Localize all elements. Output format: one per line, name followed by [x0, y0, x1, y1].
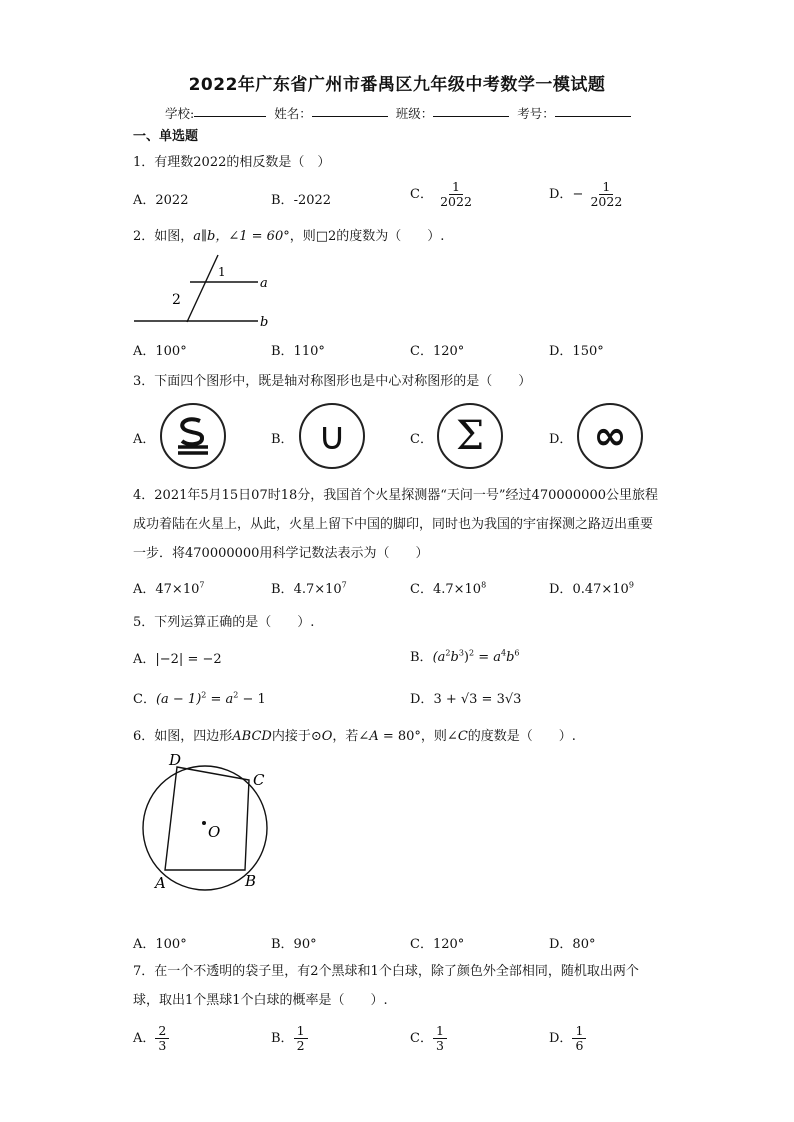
- angle-2-label: 2: [172, 292, 181, 308]
- class-field[interactable]: [433, 104, 509, 117]
- center-o-label: O: [208, 823, 221, 841]
- q2-option-b[interactable]: B．110°: [271, 344, 325, 359]
- question-4-stem: 4．2021年5月15日07时18分，我国首个火星探测器“天问一号”经过470000000公里旅程成功着陆在火星上，从此，火星上留下中国的脚印，同时也为我国的宇宙探测之路迈出重要一步．将470000000用科学记数法表示为（ ）: [133, 488, 658, 561]
- q4-option-c[interactable]: C．$4.7\times 10^8$: [410, 580, 487, 597]
- q4-option-b[interactable]: B．$4.7\times 10^7$: [271, 580, 347, 597]
- vertex-d-label: D: [169, 751, 182, 769]
- q7-option-b[interactable]: B． $\frac{1}{2}$: [271, 1024, 308, 1053]
- q3-option-c-label: C．: [410, 432, 433, 447]
- q6-option-b[interactable]: B．90°: [271, 937, 317, 952]
- question-2-stem: 2．如图，a∥b，∠1 = 60°，则□2的度数为（ ）.: [133, 229, 445, 244]
- question-7-stem: 7．在一个不透明的袋子里，有2个黑球和1个白球，除了颜色外全部相同，随机取出两个球，取出1个黑球1个白球的概率是（ ）.: [133, 964, 639, 1008]
- school-label: 学校:: [165, 106, 195, 121]
- infinity-icon: ∞: [593, 413, 627, 459]
- q7-option-a[interactable]: A． $\frac{2}{3}$: [133, 1024, 169, 1053]
- class-label: 班级：: [395, 106, 434, 121]
- vertex-a-label: A: [155, 874, 166, 892]
- q6-option-a[interactable]: A．100°: [133, 937, 187, 952]
- q7-option-c[interactable]: C． $\frac{1}{3}$: [410, 1024, 447, 1053]
- q6-option-d[interactable]: D．80°: [549, 937, 596, 952]
- stacked-s-icon: [170, 413, 216, 459]
- question-5-stem: 5．下列运算正确的是（ ）.: [133, 615, 315, 630]
- q7-option-d[interactable]: D． $\frac{1}{6}$: [549, 1024, 586, 1053]
- page-title: 2022年广东省广州市番禺区九年级中考数学一模试题: [188, 75, 606, 95]
- student-info-line: [165, 104, 631, 122]
- question-1-stem: 1．有理数2022的相反数是（ ）: [133, 155, 331, 170]
- q1-option-b[interactable]: B．-2022: [271, 193, 332, 208]
- q4-option-a[interactable]: A．$47\times 10^7$: [133, 580, 205, 597]
- question-6-stem: 6．如图，四边形ABCD内接于⊙O，若∠A = 80°，则∠C的度数是（ ）.: [133, 729, 576, 744]
- q3-option-b-label: B．: [271, 432, 294, 447]
- q3-option-c-symbol[interactable]: [437, 403, 503, 469]
- q5-option-c[interactable]: C．$(a - 1)^2 = a^2 - 1$: [133, 690, 266, 707]
- line-a-label: a: [260, 276, 268, 291]
- number-label: 考号：: [517, 106, 555, 121]
- q5-option-d[interactable]: D．3 + √3 = 3√3: [410, 692, 522, 707]
- q2-option-a[interactable]: A．100°: [133, 344, 187, 359]
- q3-option-b-symbol[interactable]: [299, 403, 365, 469]
- fraction: $\frac{1}{2}$: [294, 1024, 308, 1053]
- section-heading: 一、单选题: [133, 129, 199, 144]
- school-field[interactable]: [194, 104, 266, 117]
- angle-1-label: 1: [218, 265, 226, 279]
- line-b-label: b: [260, 315, 269, 330]
- q3-option-d-label: D．: [549, 432, 573, 447]
- vertex-b-label: B: [245, 872, 257, 890]
- union-icon: ∪: [318, 414, 346, 458]
- q3-option-a-label: A．: [133, 432, 156, 447]
- sigma-icon: Σ: [455, 413, 485, 459]
- fraction: $\frac{2}{3}$: [155, 1024, 169, 1053]
- q2-option-c[interactable]: C．120°: [410, 344, 465, 359]
- fraction: $\frac{1}{2022}$: [440, 179, 472, 209]
- q6-option-c[interactable]: C．120°: [410, 937, 465, 952]
- q4-option-d[interactable]: D．$0.47\times 10^9$: [549, 580, 634, 597]
- name-field[interactable]: [312, 104, 388, 117]
- q1-option-d[interactable]: D．− $\frac{1}{2022}$: [549, 180, 625, 209]
- q2-option-d[interactable]: D．150°: [549, 344, 604, 359]
- question-3-stem: 3．下面四个图形中，既是轴对称图形也是中心对称图形的是（ ）: [133, 374, 532, 389]
- fraction: $\frac{1}{6}$: [572, 1024, 586, 1053]
- parallel-lines-figure: [130, 250, 280, 330]
- fraction: $\frac{1}{2022}$: [590, 179, 623, 209]
- vertex-c-label: C: [253, 771, 265, 789]
- q3-option-a-symbol[interactable]: [160, 403, 226, 469]
- q1-option-c[interactable]: C． $\frac{1}{2022}$: [410, 180, 475, 209]
- number-field[interactable]: [555, 104, 631, 117]
- fraction: $\frac{1}{3}$: [433, 1024, 447, 1053]
- inscribed-quadrilateral-figure: [135, 748, 275, 893]
- q1-option-a[interactable]: A．2022: [133, 193, 189, 208]
- q3-option-d-symbol[interactable]: [577, 403, 643, 469]
- q5-option-b[interactable]: B．$(a^2b^3)^2 = a^4b^6$: [410, 648, 520, 665]
- name-label: 姓名：: [274, 106, 312, 121]
- q5-option-a[interactable]: A．|−2| = −2: [133, 652, 222, 667]
